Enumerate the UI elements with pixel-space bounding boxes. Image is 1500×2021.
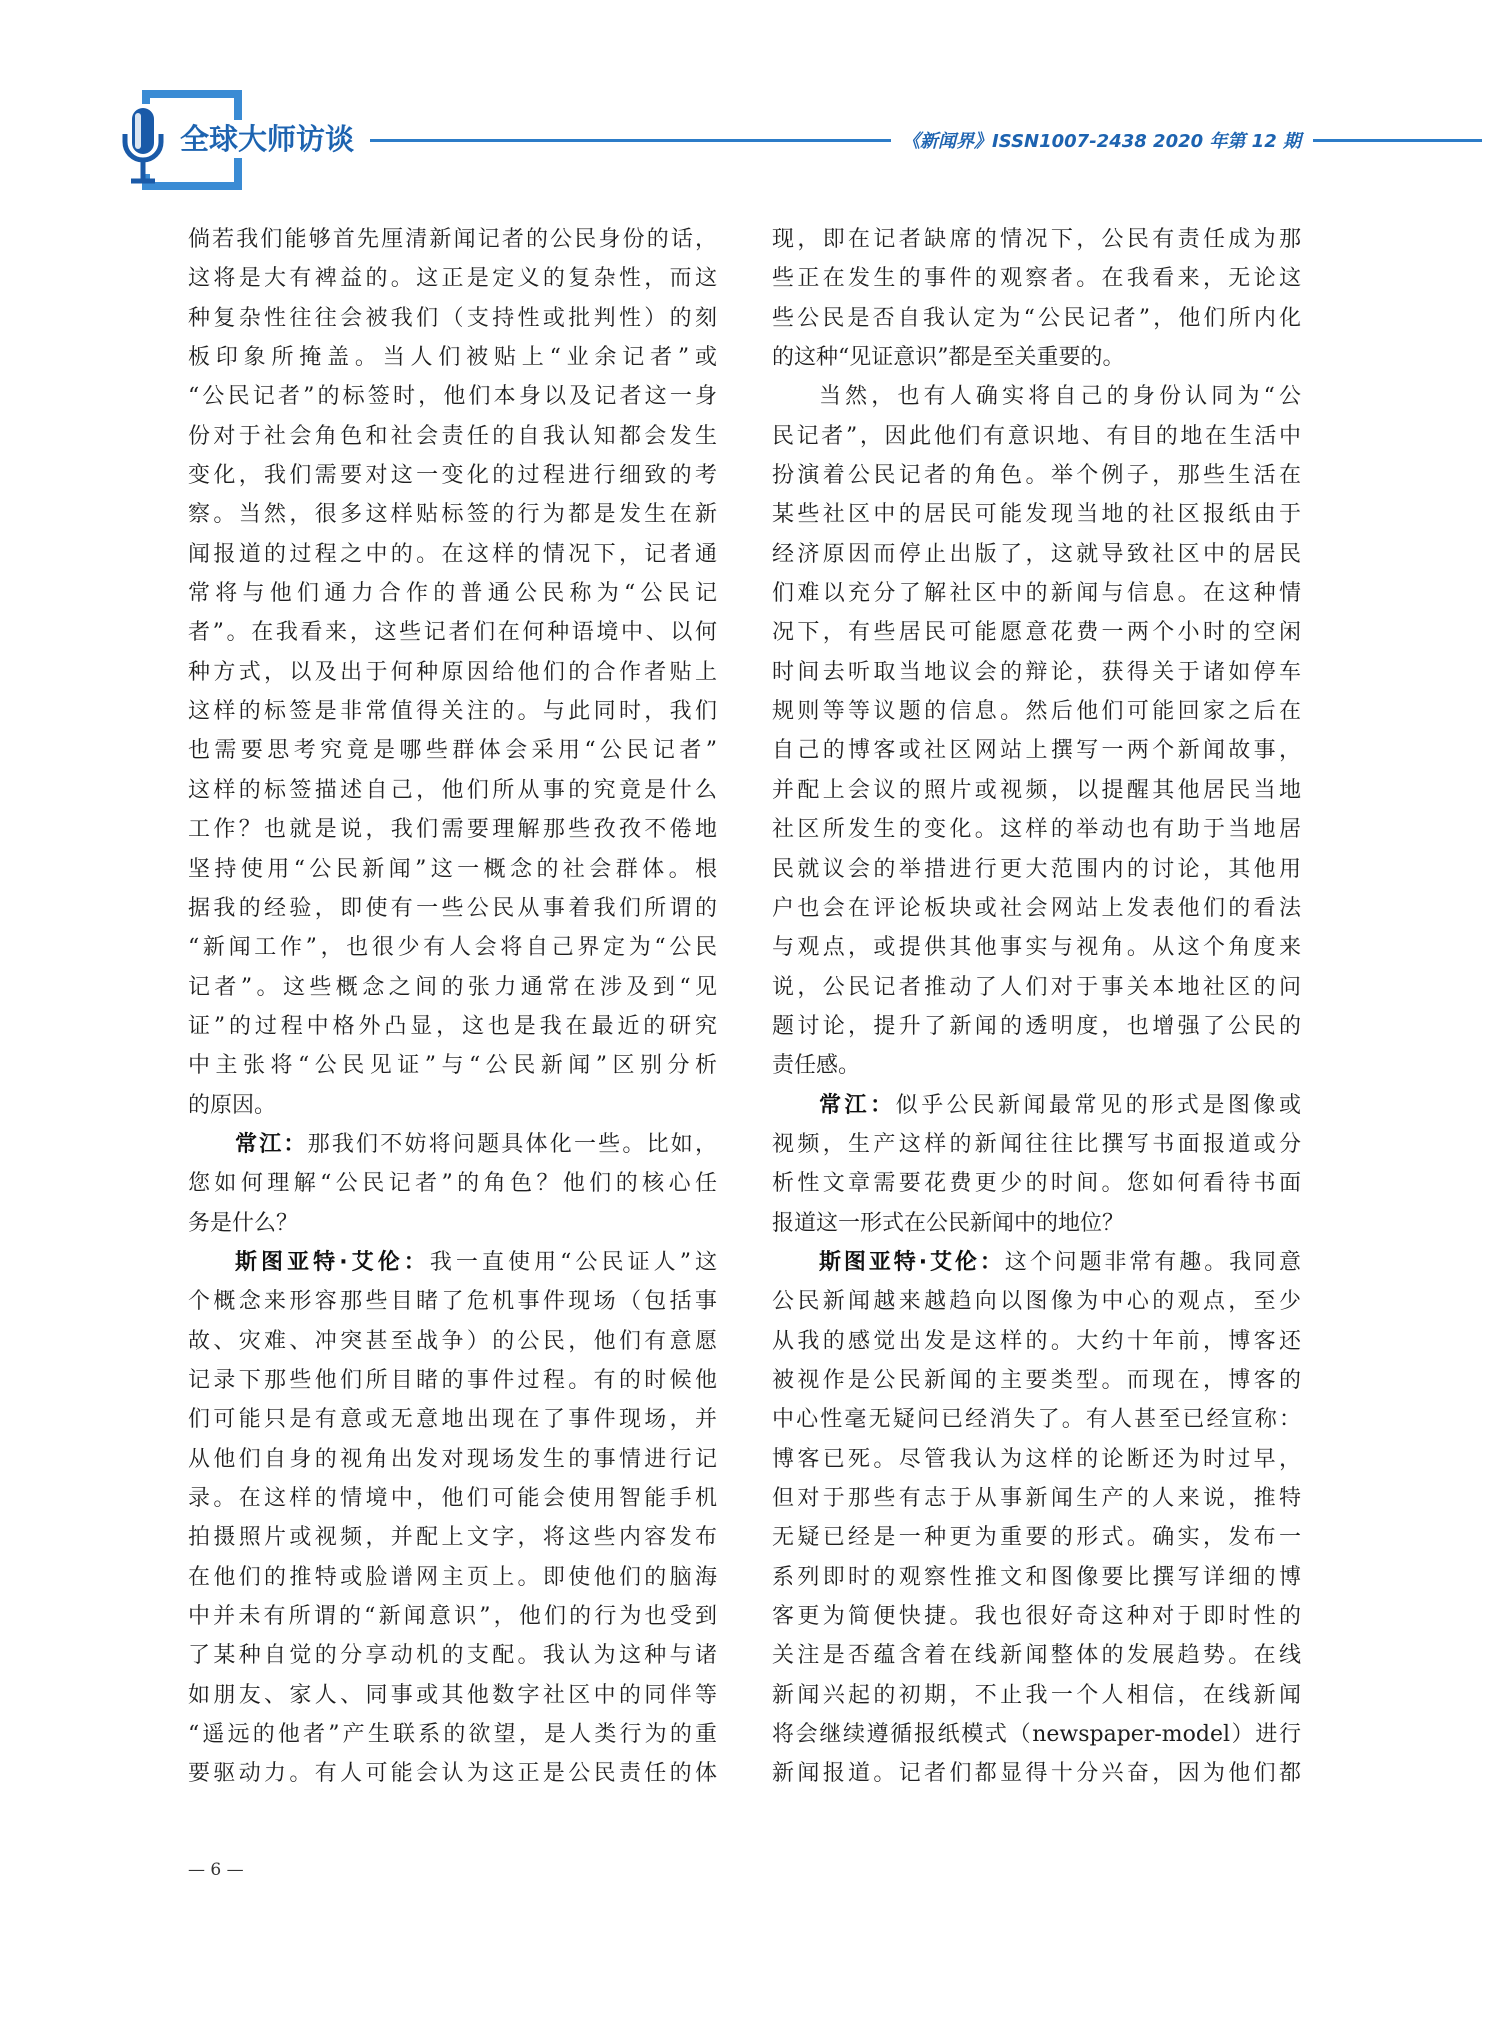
line-text: 被视作是公民新闻的主要类型。而现在，博客的: [772, 1367, 1301, 1393]
line-text: 板印象所掩盖。当人们被贴上“业余记者”或: [188, 345, 717, 371]
line-text: 视频，生产这样的新闻往往比撰写书面报道或分: [772, 1131, 1301, 1157]
line-text: 种复杂性往往会被我们（支持性或批判性）的刻: [188, 305, 717, 331]
text-line: [188, 377, 717, 416]
text-line: [772, 692, 1301, 731]
line-text: 自己的博客或社区网站上撰写一两个新闻故事，: [772, 738, 1301, 764]
line-text: 某些社区中的居民可能发现当地的社区报纸由于: [772, 502, 1301, 528]
text-line: [188, 771, 717, 810]
line-text: 博客已死。尽管我认为这样的论断还为时过早，: [772, 1446, 1301, 1472]
line-text: 闻报道的过程之中的。在这样的情况下，记者通: [188, 541, 717, 567]
text-line: [188, 1597, 717, 1636]
line-text: 据我的经验，即使有一些公民从事着我们所谓的: [188, 895, 717, 921]
text-line: [188, 1361, 717, 1400]
text-line: [188, 692, 717, 731]
text-line: [188, 1518, 717, 1557]
line-text: 系列即时的观察性推文和图像要比撰写详细的博: [772, 1564, 1301, 1590]
text-line: [188, 928, 717, 967]
line-text: 中主张将“公民见证”与“公民新闻”区别分析: [188, 1053, 717, 1079]
line-text: 倘若我们能够首先厘清新闻记者的公民身份的话，: [188, 227, 717, 252]
text-line: [188, 1479, 717, 1518]
line-text: 那我们不妨将问题具体化一些。比如，: [307, 1131, 717, 1157]
interview-turn: [772, 1086, 1301, 1243]
interview-turn: [188, 1125, 717, 1243]
text-line: [772, 574, 1301, 613]
line-text: 务是什么？: [188, 1210, 299, 1236]
line-text: 察。当然，很多这样贴标签的行为都是发生在新: [188, 502, 717, 528]
journal-info: 《新闻界》ISSN1007-2438 2020 年第 12 期: [902, 131, 1301, 152]
paragraph: [772, 377, 1301, 1085]
speaker-name: 斯图亚特·艾伦：: [235, 1249, 430, 1275]
line-text: 公民新闻越来越趋向以图像为中心的观点，至少: [772, 1289, 1301, 1315]
line-text: 故、灾难、冲突甚至战争）的公民，他们有意愿: [188, 1328, 717, 1354]
line-text: 新闻兴起的初期，不止我一个人相信，在线新闻: [772, 1682, 1301, 1708]
line-text: 些正在发生的事件的观察者。在我看来，无论这: [772, 266, 1301, 292]
line-text: 从他们自身的视角出发对现场发生的事情进行记: [188, 1446, 717, 1472]
text-line: [188, 1715, 717, 1754]
text-line: [188, 1046, 717, 1085]
line-text: 如朋友、家人、同事或其他数字社区中的同伴等: [188, 1682, 717, 1708]
text-line: [188, 259, 717, 298]
line-text: 常将与他们通力合作的普通公民称为“公民记: [188, 581, 717, 607]
line-text: 民记者”，因此他们有意识地、有目的地在生活中: [772, 423, 1301, 449]
line-text: 并配上会议的照片或视频，以提醒其他居民当地: [772, 777, 1301, 803]
line-text: “新闻工作”，也很少有人会将自己界定为“公民: [188, 935, 717, 961]
line-text: 关注是否蕴含着在线新闻整体的发展趋势。在线: [772, 1643, 1301, 1669]
line-text: 无疑已经是一种更为重要的形式。确实，发布一: [772, 1525, 1301, 1551]
text-line: [188, 338, 717, 377]
text-line: [188, 613, 717, 652]
text-line: [188, 456, 717, 495]
line-text: 这样的标签是非常值得关注的。与此同时，我们: [188, 699, 717, 725]
line-text: 当然，也有人确实将自己的身份认同为“公: [819, 384, 1301, 410]
line-text: 坚持使用“公民新闻”这一概念的社会群体。根: [188, 856, 717, 882]
text-line: [772, 259, 1301, 298]
line-text: 题讨论，提升了新闻的透明度，也增强了公民的: [772, 1013, 1301, 1039]
text-line: [188, 1440, 717, 1479]
text-line: [772, 889, 1301, 928]
speaker-name: 常江：: [819, 1092, 896, 1118]
text-line: [772, 1164, 1301, 1203]
text-line: [772, 377, 1301, 416]
text-line: [772, 928, 1301, 967]
line-text: 规则等等议题的信息。然后他们可能回家之后在: [772, 699, 1301, 725]
text-line: [772, 968, 1301, 1007]
header-rule-left: [370, 139, 891, 142]
line-text: 我一直使用“公民证人”这: [429, 1249, 717, 1275]
text-line: [772, 771, 1301, 810]
text-line: [188, 417, 717, 456]
line-text: 中心性毫无疑问已经消失了。有人甚至已经宣称：: [772, 1407, 1301, 1433]
line-text: 扮演着公民记者的角色。举个例子，那些生活在: [772, 463, 1301, 489]
text-line: [188, 574, 717, 613]
text-line: [772, 1007, 1301, 1046]
line-text: 们难以充分了解社区中的新闻与信息。在这种情: [772, 581, 1301, 607]
line-text: 与观点，或提供其他事实与视角。从这个角度来: [772, 935, 1301, 961]
text-line: [772, 338, 1301, 377]
text-line: [772, 810, 1301, 849]
text-line: [188, 1007, 717, 1046]
text-line: [772, 1282, 1301, 1321]
text-line: [188, 1243, 717, 1282]
text-line: [772, 299, 1301, 338]
text-line: [772, 731, 1301, 770]
text-line: [772, 1204, 1301, 1243]
line-text: 责任感。: [772, 1053, 861, 1079]
line-text: 证”的过程中格外凸显，这也是我在最近的研究: [188, 1013, 717, 1039]
line-text: 也需要思考究竟是哪些群体会采用“公民记者”: [188, 738, 717, 764]
line-text: 工作？也就是说，我们需要理解那些孜孜不倦地: [188, 817, 717, 843]
line-text: 记录下那些他们所目睹的事件过程。有的时候他: [188, 1367, 717, 1393]
text-line: [772, 1243, 1301, 1282]
text-line: [772, 1636, 1301, 1675]
text-line: [188, 653, 717, 692]
text-line: [188, 1125, 717, 1164]
line-text: 要驱动力。有人可能会认为这正是公民责任的体: [188, 1761, 717, 1787]
line-text: 份对于社会角色和社会责任的自我认知都会发生: [188, 423, 717, 449]
line-text: 社区所发生的变化。这样的举动也有助于当地居: [772, 817, 1301, 843]
text-line: [772, 613, 1301, 652]
line-text: 现，即在记者缺席的情况下，公民有责任成为那: [772, 227, 1301, 252]
text-line: [772, 1046, 1301, 1085]
line-text: 析性文章需要花费更少的时间。您如何看待书面: [772, 1171, 1301, 1197]
line-text: 变化，我们需要对这一变化的过程进行细致的考: [188, 463, 717, 489]
header-rule-right: [1313, 139, 1482, 142]
right-column: [772, 220, 1301, 1794]
paragraph: [772, 220, 1301, 377]
line-text: 的原因。: [188, 1092, 277, 1118]
text-line: [188, 731, 717, 770]
text-line: [772, 1676, 1301, 1715]
line-text: 这个问题非常有趣。我同意: [1004, 1249, 1301, 1275]
text-line: [188, 968, 717, 1007]
text-line: [188, 1558, 717, 1597]
line-text: 但对于那些有志于从事新闻生产的人来说，推特: [772, 1486, 1301, 1511]
text-line: [772, 456, 1301, 495]
line-text: 记者”。这些概念之间的张力通常在涉及到“见: [188, 974, 717, 1000]
line-text: 从我的感觉出发是这样的。大约十年前，博客还: [772, 1328, 1301, 1354]
text-line: [772, 1086, 1301, 1125]
line-text: 况下，有些居民可能愿意花费一两个小时的空闲: [772, 620, 1301, 646]
page-number: — 6 —: [188, 1860, 244, 1880]
line-text: 说，公民记者推动了人们对于事关本地社区的问: [772, 974, 1301, 1000]
line-text: 新闻报道。记者们都显得十分兴奋，因为他们都: [772, 1761, 1301, 1787]
text-line: [188, 810, 717, 849]
line-text: 了某种自觉的分享动机的支配。我认为这种与诸: [188, 1643, 717, 1669]
text-line: [188, 1636, 717, 1675]
text-line: [188, 1400, 717, 1439]
line-text: “公民记者”的标签时，他们本身以及记者这一身: [188, 384, 717, 410]
text-line: [772, 1597, 1301, 1636]
line-text: 者”。在我看来，这些记者们在何种语境中、以何: [188, 620, 717, 646]
line-text: 些公民是否自我认定为“公民记者”，他们所内化: [772, 305, 1301, 331]
line-text: 中并未有所谓的“新闻意识”，他们的行为也受到: [188, 1604, 717, 1630]
text-line: [188, 220, 717, 259]
header-bar: [370, 126, 1482, 154]
line-text: 这样的标签描述自己，他们所从事的究竟是什么: [188, 777, 717, 803]
text-line: [772, 535, 1301, 574]
line-text: 经济原因而停止出版了，这就导致社区中的居民: [772, 541, 1301, 567]
text-line: [188, 850, 717, 889]
line-text: 种方式，以及出于何种原因给他们的合作者贴上: [188, 659, 717, 685]
line-text: 时间去听取当地议会的辩论，获得关于诸如停车: [772, 659, 1301, 685]
text-line: [772, 1754, 1301, 1793]
line-text: 这将是大有裨益的。这正是定义的复杂性，而这: [188, 266, 717, 292]
text-line: [188, 889, 717, 928]
text-line: [188, 1086, 717, 1125]
line-text: 您如何理解“公民记者”的角色？他们的核心任: [188, 1171, 717, 1197]
text-line: [772, 417, 1301, 456]
line-text: 在他们的推特或脸谱网主页上。即使他们的脑海: [188, 1564, 717, 1590]
text-line: [188, 495, 717, 534]
text-line: [772, 850, 1301, 889]
text-line: [188, 1164, 717, 1203]
column-title: 全球大师访谈: [176, 120, 358, 158]
left-column: [188, 220, 717, 1794]
text-line: [772, 1518, 1301, 1557]
text-line: [772, 1400, 1301, 1439]
text-line: [772, 653, 1301, 692]
line-text: 似乎公民新闻最常见的形式是图像或: [895, 1092, 1301, 1118]
text-line: [188, 1322, 717, 1361]
text-line: [188, 1204, 717, 1243]
line-text: 将会继续遵循报纸模式（newspaper-model）进行: [772, 1722, 1301, 1748]
text-line: [772, 1558, 1301, 1597]
text-line: [772, 1322, 1301, 1361]
text-line: [772, 495, 1301, 534]
text-line: [772, 1361, 1301, 1400]
line-text: 的这种“见证意识”都是至关重要的。: [772, 345, 1125, 371]
line-text: “遥远的他者”产生联系的欲望，是人类行为的重: [188, 1722, 717, 1748]
line-text: 个概念来形容那些目睹了危机事件现场（包括事: [188, 1289, 717, 1315]
text-line: [772, 1479, 1301, 1518]
line-text: 户也会在评论板块或社会网站上发表他们的看法: [772, 895, 1301, 921]
text-line: [772, 1715, 1301, 1754]
line-text: 拍摄照片或视频，并配上文字，将这些内容发布: [188, 1525, 717, 1551]
text-line: [188, 299, 717, 338]
text-line: [772, 1440, 1301, 1479]
text-line: [772, 220, 1301, 259]
interview-turn: [772, 1243, 1301, 1794]
interview-turn: [188, 1243, 717, 1794]
speaker-name: 常江：: [235, 1131, 308, 1157]
line-text: 们可能只是有意或无意地出现在了事件现场，并: [188, 1407, 717, 1433]
text-line: [772, 1125, 1301, 1164]
line-text: 客更为简便快捷。我也很好奇这种对于即时性的: [772, 1604, 1301, 1630]
paragraph: [188, 220, 717, 1125]
text-line: [188, 1282, 717, 1321]
line-text: 民就议会的举措进行更大范围内的讨论，其他用: [772, 856, 1301, 882]
text-line: [188, 535, 717, 574]
line-text: 录。在这样的情境中，他们可能会使用智能手机: [188, 1486, 717, 1511]
speaker-name: 斯图亚特·艾伦：: [819, 1249, 1005, 1275]
line-text: 报道这一形式在公民新闻中的地位？: [772, 1210, 1125, 1236]
text-line: [188, 1676, 717, 1715]
text-line: [188, 1754, 717, 1793]
